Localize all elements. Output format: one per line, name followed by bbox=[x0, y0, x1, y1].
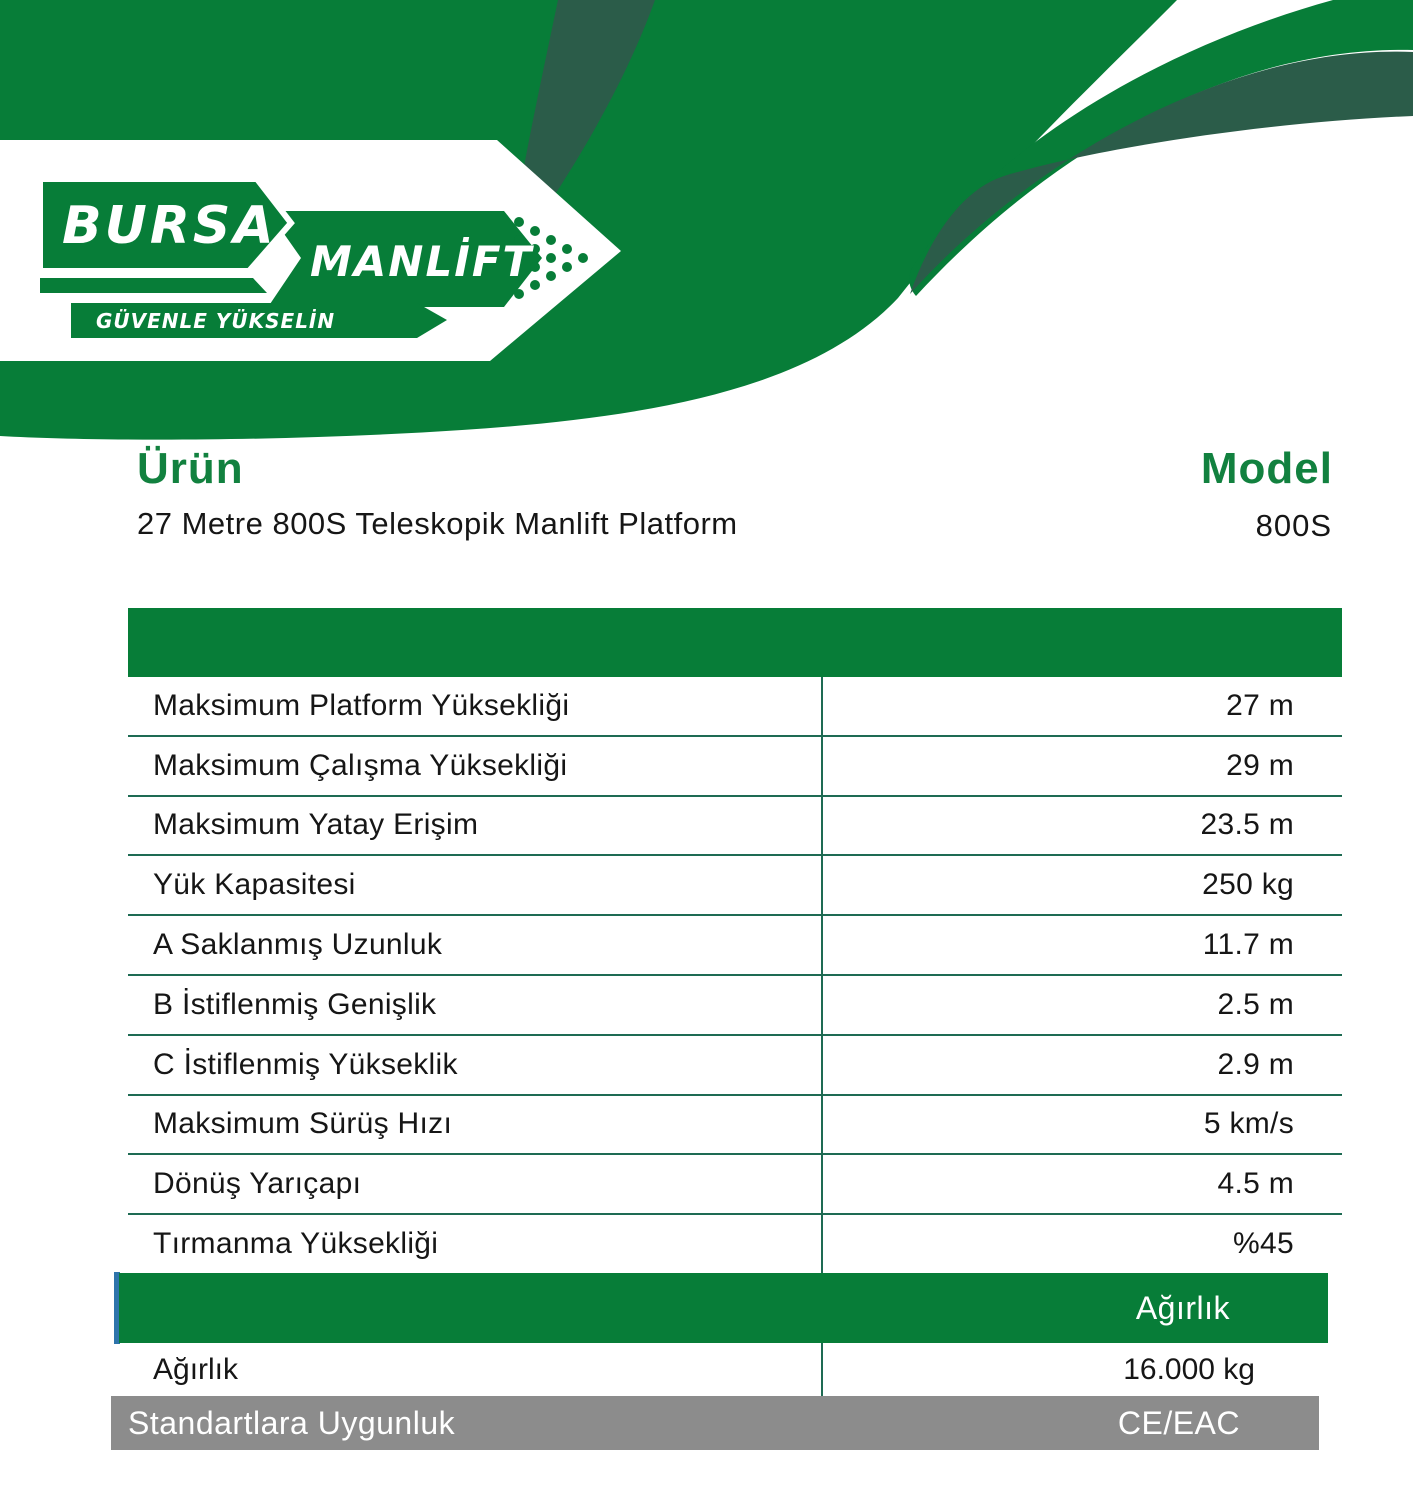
spec-row-value: 27 m bbox=[1226, 688, 1294, 722]
spec-row bbox=[128, 795, 1342, 855]
spec-row-value: 2.5 m bbox=[1217, 987, 1294, 1021]
weight-header-bar bbox=[119, 1273, 1328, 1343]
spec-row-label: Dönüş Yarıçapı bbox=[153, 1167, 362, 1201]
spec-row-value: 2.9 m bbox=[1217, 1047, 1294, 1081]
spec-row-value: 11.7 m bbox=[1202, 928, 1294, 962]
logo-tagline: GÜVENLE YÜKSELİN bbox=[96, 309, 336, 333]
compliance-bar bbox=[111, 1396, 1319, 1450]
spec-row-label: Maksimum Yatay Erişim bbox=[153, 808, 479, 842]
model-section-label: Model bbox=[1200, 444, 1333, 493]
model-value: 800S bbox=[1255, 508, 1332, 543]
product-section-label: Ürün bbox=[137, 444, 244, 493]
spec-row bbox=[128, 1153, 1342, 1213]
spec-row bbox=[128, 914, 1342, 974]
spec-row-label: B İstiflenmiş Genişlik bbox=[153, 987, 437, 1021]
spec-row bbox=[128, 677, 1342, 735]
spec-row-label: A Saklanmış Uzunluk bbox=[153, 928, 443, 962]
spec-row bbox=[128, 1034, 1342, 1094]
spec-row-label: Maksimum Çalışma Yüksekliği bbox=[153, 748, 568, 782]
logo-brand-line1: BURSA bbox=[62, 196, 277, 256]
header-swoosh-art bbox=[0, 0, 1413, 445]
spec-row-value: 250 kg bbox=[1202, 868, 1294, 902]
spec-table bbox=[128, 608, 1342, 1273]
spec-row-value: 4.5 m bbox=[1217, 1167, 1294, 1201]
compliance-value: CE/EAC bbox=[1117, 1404, 1240, 1441]
spec-row-label: Maksimum Platform Yüksekliği bbox=[153, 688, 570, 722]
spec-row bbox=[128, 1213, 1342, 1273]
spec-row-label: C İstiflenmiş Yükseklik bbox=[153, 1047, 458, 1081]
spec-row-value: 5 km/s bbox=[1203, 1107, 1294, 1141]
spec-row-value: %45 bbox=[1233, 1227, 1294, 1261]
spec-row bbox=[128, 854, 1342, 914]
product-name: 27 Metre 800S Teleskopik Manlift Platform bbox=[137, 506, 738, 541]
spec-row-value: 23.5 m bbox=[1200, 808, 1294, 842]
weight-row-value: 16.000 kg bbox=[1123, 1352, 1255, 1386]
weight-row bbox=[128, 1343, 1342, 1396]
spec-row bbox=[128, 735, 1342, 795]
spec-rows bbox=[128, 677, 1342, 1273]
spec-row-label: Maksimum Sürüş Hızı bbox=[153, 1107, 453, 1141]
spec-row-label: Tırmanma Yüksekliği bbox=[153, 1227, 439, 1261]
logo-brand-line2: MANLİFT bbox=[310, 237, 534, 286]
spec-row bbox=[128, 1094, 1342, 1154]
weight-row-vertical-divider bbox=[821, 1343, 823, 1396]
spec-table-header-bar bbox=[128, 608, 1342, 677]
weight-header-label: Ağırlık bbox=[1135, 1289, 1230, 1326]
spec-row-value: 29 m bbox=[1226, 748, 1294, 782]
weight-row-label: Ağırlık bbox=[153, 1352, 239, 1386]
compliance-label: Standartlara Uygunluk bbox=[128, 1404, 456, 1441]
spec-row bbox=[128, 974, 1342, 1034]
spec-row-label: Yük Kapasitesi bbox=[153, 868, 356, 902]
logo-underline-strip bbox=[40, 278, 267, 293]
table-vertical-divider bbox=[821, 677, 823, 1273]
